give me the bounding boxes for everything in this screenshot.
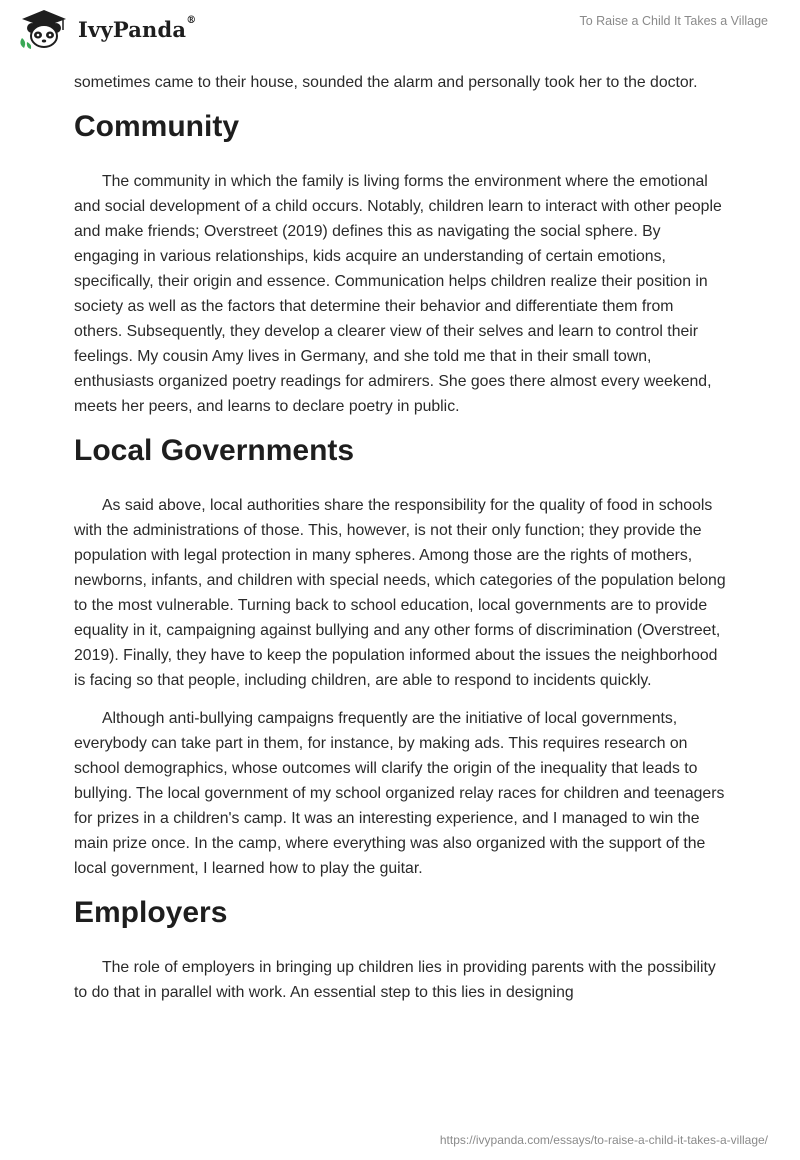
employers-paragraph: The role of employers in bringing up children lies in providing parents with the possibility to do that in parallel with work. An essential step to this lies in designing (74, 959, 716, 1001)
heading-employers: Employers (74, 896, 228, 929)
essay-content (74, 70, 726, 1018)
document-title: To Raise a Child It Takes a Village (579, 14, 768, 28)
local-governments-paragraph-2: Although anti-bullying campaigns frequently are the initiative of local governments, everybody can take part in them, for instance, by making ads. This requires research on school demographics, whose outcomes will clarify the origin of the inequality that leads to bullying. The local government of my school organized relay races for children and teenagers for prizes in a children's camp. It was an interesting experience, and I managed to win the main prize once. In the camp, where everything was also organized with the support of the local government, I learned how to play the guitar. (74, 710, 725, 877)
page-header (0, 0, 800, 60)
heading-local-governments: Local Governments (74, 434, 355, 467)
source-url[interactable]: https://ivypanda.com/essays/to-raise-a-child-it-takes-a-village/ (439, 1133, 768, 1147)
intro-paragraph: sometimes came to their house, sounded the alarm and personally took her to the doctor. (74, 74, 698, 91)
ivypanda-logo[interactable] (16, 8, 196, 50)
heading-community: Community (74, 110, 239, 143)
local-governments-paragraph-1: As said above, local authorities share the responsibility for the quality of food in schools with the administrations of those. This, however, is not their only function; they provide the population with legal protection in many spheres. Among those are the rights of mothers, newborns, infants, and children with special needs, which categories of the population belong to the most vulnerable. Turning back to school education, local governments are to provide equality in it, campaigning against bullying and any other forms of discrimination (Overstreet, 2019). Finally, they have to keep the population informed about the issues the neighborhood is facing so that people, including children, are able to respond to incidents quickly. (74, 497, 726, 689)
logo-text: IvyPanda® (78, 14, 197, 42)
panda-graduate-icon (16, 8, 72, 50)
community-paragraph: The community in which the family is living forms the environment where the emotional and social development of a child occurs. Notably, children learn to interact with other people and make friends; Overstreet (2019) defines this as navigating the social sphere. By engaging in various relationships, kids acquire an understanding of certain emotions, specifically, their origin and essence. Communication helps children realize their position in society as well as the factors that determine their behavior and differentiate them from others. Subsequently, they develop a clearer view of their selves and learn to control their feelings. My cousin Amy lives in Germany, and she told me that in their small town, enthusiasts organized poetry readings for admirers. She goes there almost every weekend, meets her peers, and learns to declare poetry in public. (74, 173, 722, 415)
